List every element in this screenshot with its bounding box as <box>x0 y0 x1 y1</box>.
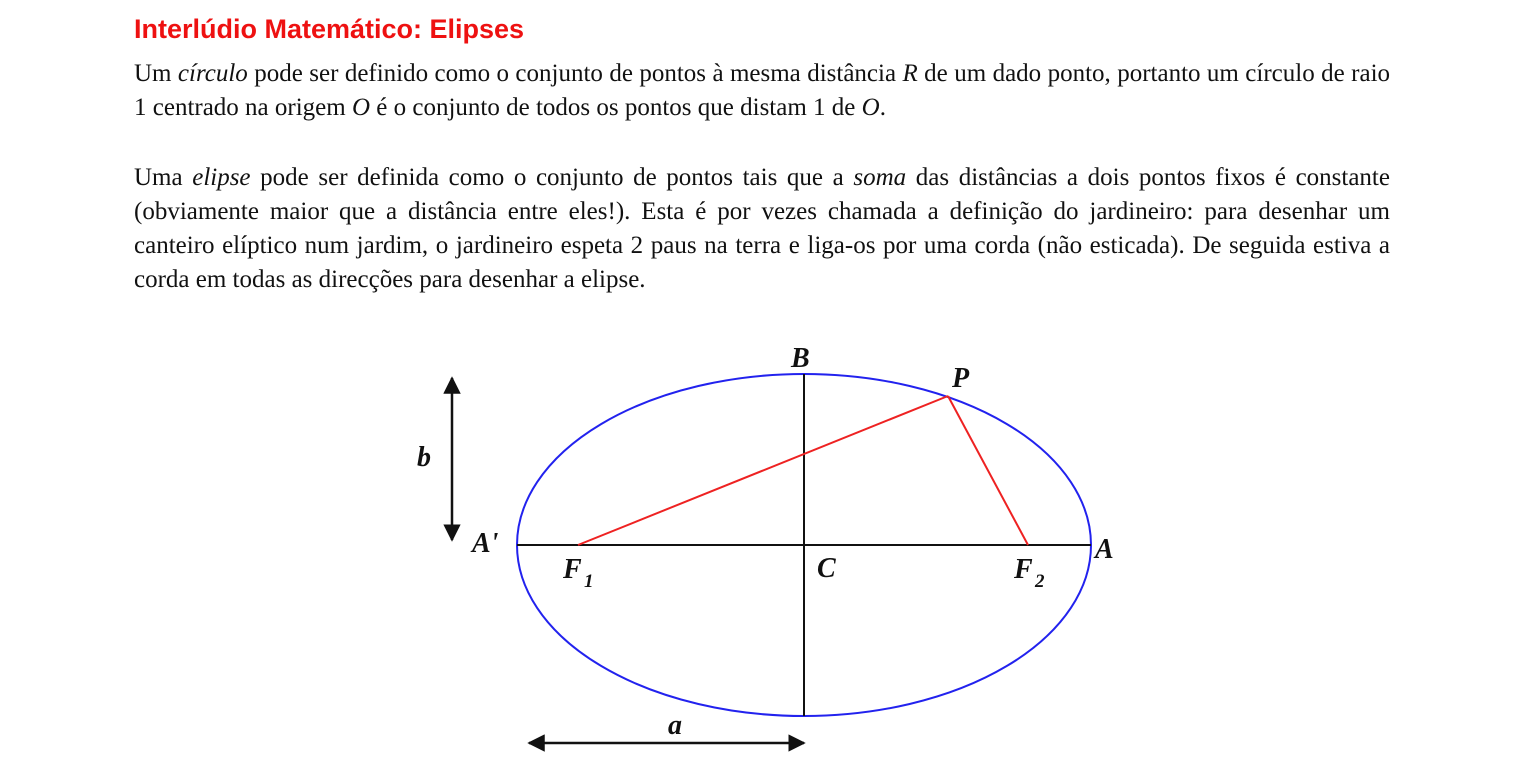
emphasis-term: soma <box>853 164 907 191</box>
label-center-c: C <box>817 553 836 584</box>
label-focus-2 <box>1013 554 1045 592</box>
label-focus-subscript: 2 <box>1035 571 1045 592</box>
emphasis-term: elipse <box>192 164 251 191</box>
paragraph-text: é o conjunto de todos os pontos que distam 1 de <box>370 94 862 121</box>
emphasis-term: O <box>351 94 371 121</box>
focal-line-f2-to-p <box>948 396 1028 545</box>
label-focus-1 <box>562 554 594 592</box>
emphasis-term: R <box>902 60 918 87</box>
label-focus-letter: F <box>1014 554 1033 585</box>
label-semi-minor-b: b <box>417 442 431 473</box>
focal-line-f1-to-p <box>578 396 948 545</box>
paragraph-text: de um dado ponto, portanto um círculo de raio 1 centrado na origem <box>134 60 1391 121</box>
label-a-prime-vertex: A' <box>472 528 499 559</box>
label-focus-subscript: 1 <box>584 571 594 592</box>
paragraph-text: das distâncias a dois pontos fixos é constante (obviamente maior que a distância entre eles!). Esta é por vezes chamada a definição do jardineiro: para desenhar um canteiro elíptico num jardim, o jardineiro espeta 2 paus na terra e liga-os por uma corda (não esticada). De seguida estiva a corda em todas as direcções para desenhar a elipse. <box>134 164 1390 293</box>
emphasis-term: O <box>861 94 880 121</box>
paragraph-text: pode ser definido como o conjunto de pontos à mesma distância <box>247 60 903 87</box>
page-title: Interlúdio Matemático: Elipses <box>134 14 525 44</box>
paragraph-text: Uma <box>134 164 193 191</box>
paragraph-text: Um <box>134 60 178 87</box>
label-point-p: P <box>952 363 970 394</box>
paragraph-text: pode ser definida como o conjunto de pontos tais que a <box>250 164 854 191</box>
label-b-vertex: B <box>791 343 810 374</box>
label-a-vertex: A <box>1095 534 1114 565</box>
label-focus-letter: F <box>563 554 582 585</box>
emphasis-term: círculo <box>177 60 248 87</box>
label-semi-major-a: a <box>668 710 682 741</box>
paragraph-text: . <box>879 94 886 121</box>
